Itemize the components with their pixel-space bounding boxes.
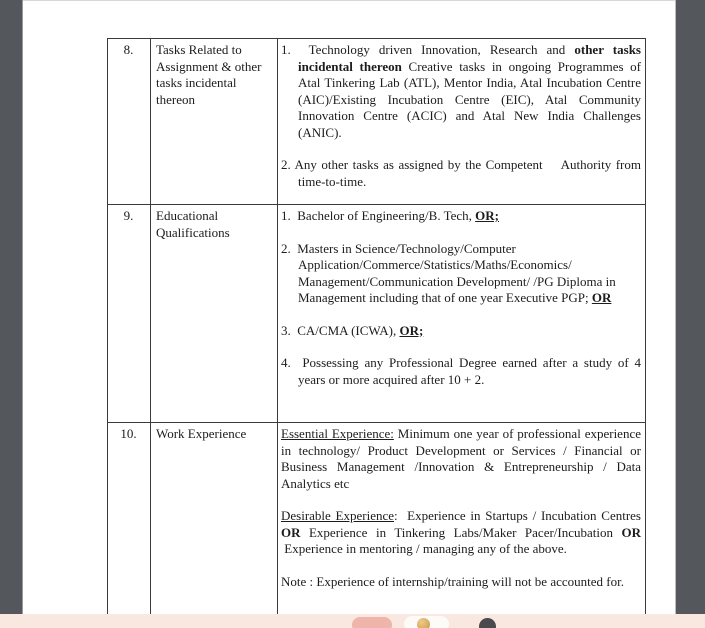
row-content-cell — [278, 39, 645, 204]
text-run: 2. Masters in Science/Technology/Computer Application/Commerce/Statistics/Maths/Economics/ Management/Communication Development/ /PG Diploma in Management including that of one year Executive PGP; — [281, 240, 616, 305]
text-run: OR; — [399, 322, 424, 338]
text-run: 2. Any other tasks as assigned by the Competent Authority from time-to-time. — [281, 157, 641, 189]
emoji-icon — [417, 618, 430, 628]
text-run: : Experience in Startups / Incubation Centres — [394, 508, 641, 523]
row-label-cell: Work Experience — [151, 423, 278, 614]
bottom-toolbar — [0, 614, 705, 628]
row-content-cell — [278, 205, 645, 422]
row-number-cell: 8. — [108, 39, 151, 204]
text-run: Note : Experience of internship/training will not be accounted for. — [281, 573, 624, 589]
text-run: other tasks incidental thereon — [298, 42, 641, 74]
text-run: OR — [281, 524, 301, 540]
row-number-cell: 9. — [108, 205, 151, 422]
document-page[interactable] — [23, 0, 675, 614]
text-run: OR; — [475, 208, 499, 223]
text-run: Experience in mentoring / managing any of the above. — [281, 541, 567, 556]
paragraph — [281, 355, 641, 388]
text-run: 3. CA/CMA (ICWA), — [281, 322, 400, 338]
paragraph — [281, 426, 641, 492]
text-run: Creative tasks in ongoing Programmes of Atal Tinkering Lab (ATL), Mentor India, Atal Incubation Centre (AIC)/Existing Incubation Centre (EIC), Atal Community Innovation Centre (ACIC) and Atal New India Challenges (ANIC). — [298, 58, 641, 140]
text-run: Desirable Experience — [281, 508, 395, 523]
paragraph — [281, 157, 641, 190]
row-content-cell — [278, 423, 645, 614]
text-run: Experience in Tinkering Labs/Maker Pacer/Incubation — [300, 524, 622, 540]
paragraph — [281, 241, 641, 307]
text-run: Minimum one year of professional experience in technology/ Product Development or Services / Financial or Business Management /Innovation & Entrepreneurship / Data Analytics etc — [281, 426, 641, 491]
text-run: OR — [621, 524, 641, 540]
table-row — [108, 39, 645, 204]
row-number-cell: 10. — [108, 423, 151, 614]
text-run: 4. Possessing any Professional Degree earned after a study of 4 years or more acquired after 10 + 2. — [281, 355, 641, 387]
text-run: 1. Bachelor of Engineering/B. Tech, — [281, 208, 476, 223]
row-label-cell: Tasks Related to Assignment & other tasks incidental thereon — [151, 39, 278, 204]
circle-avatar-button[interactable] — [479, 618, 496, 628]
text-run: Essential Experience: — [281, 426, 394, 441]
right-gutter — [675, 0, 705, 614]
paragraph — [281, 42, 641, 141]
text-run: 1. Technology driven Innovation, Research and — [281, 42, 575, 57]
paragraph — [281, 508, 641, 558]
table-row — [108, 204, 645, 422]
doc-table — [107, 38, 646, 614]
table-row — [108, 422, 645, 614]
text-run: OR — [591, 290, 612, 305]
primary-action-button[interactable] — [352, 617, 392, 628]
row-label-cell: Educational Qualifications — [151, 205, 278, 422]
paragraph — [281, 208, 641, 225]
paragraph — [281, 323, 641, 340]
paragraph — [281, 574, 641, 591]
left-gutter — [0, 0, 23, 614]
